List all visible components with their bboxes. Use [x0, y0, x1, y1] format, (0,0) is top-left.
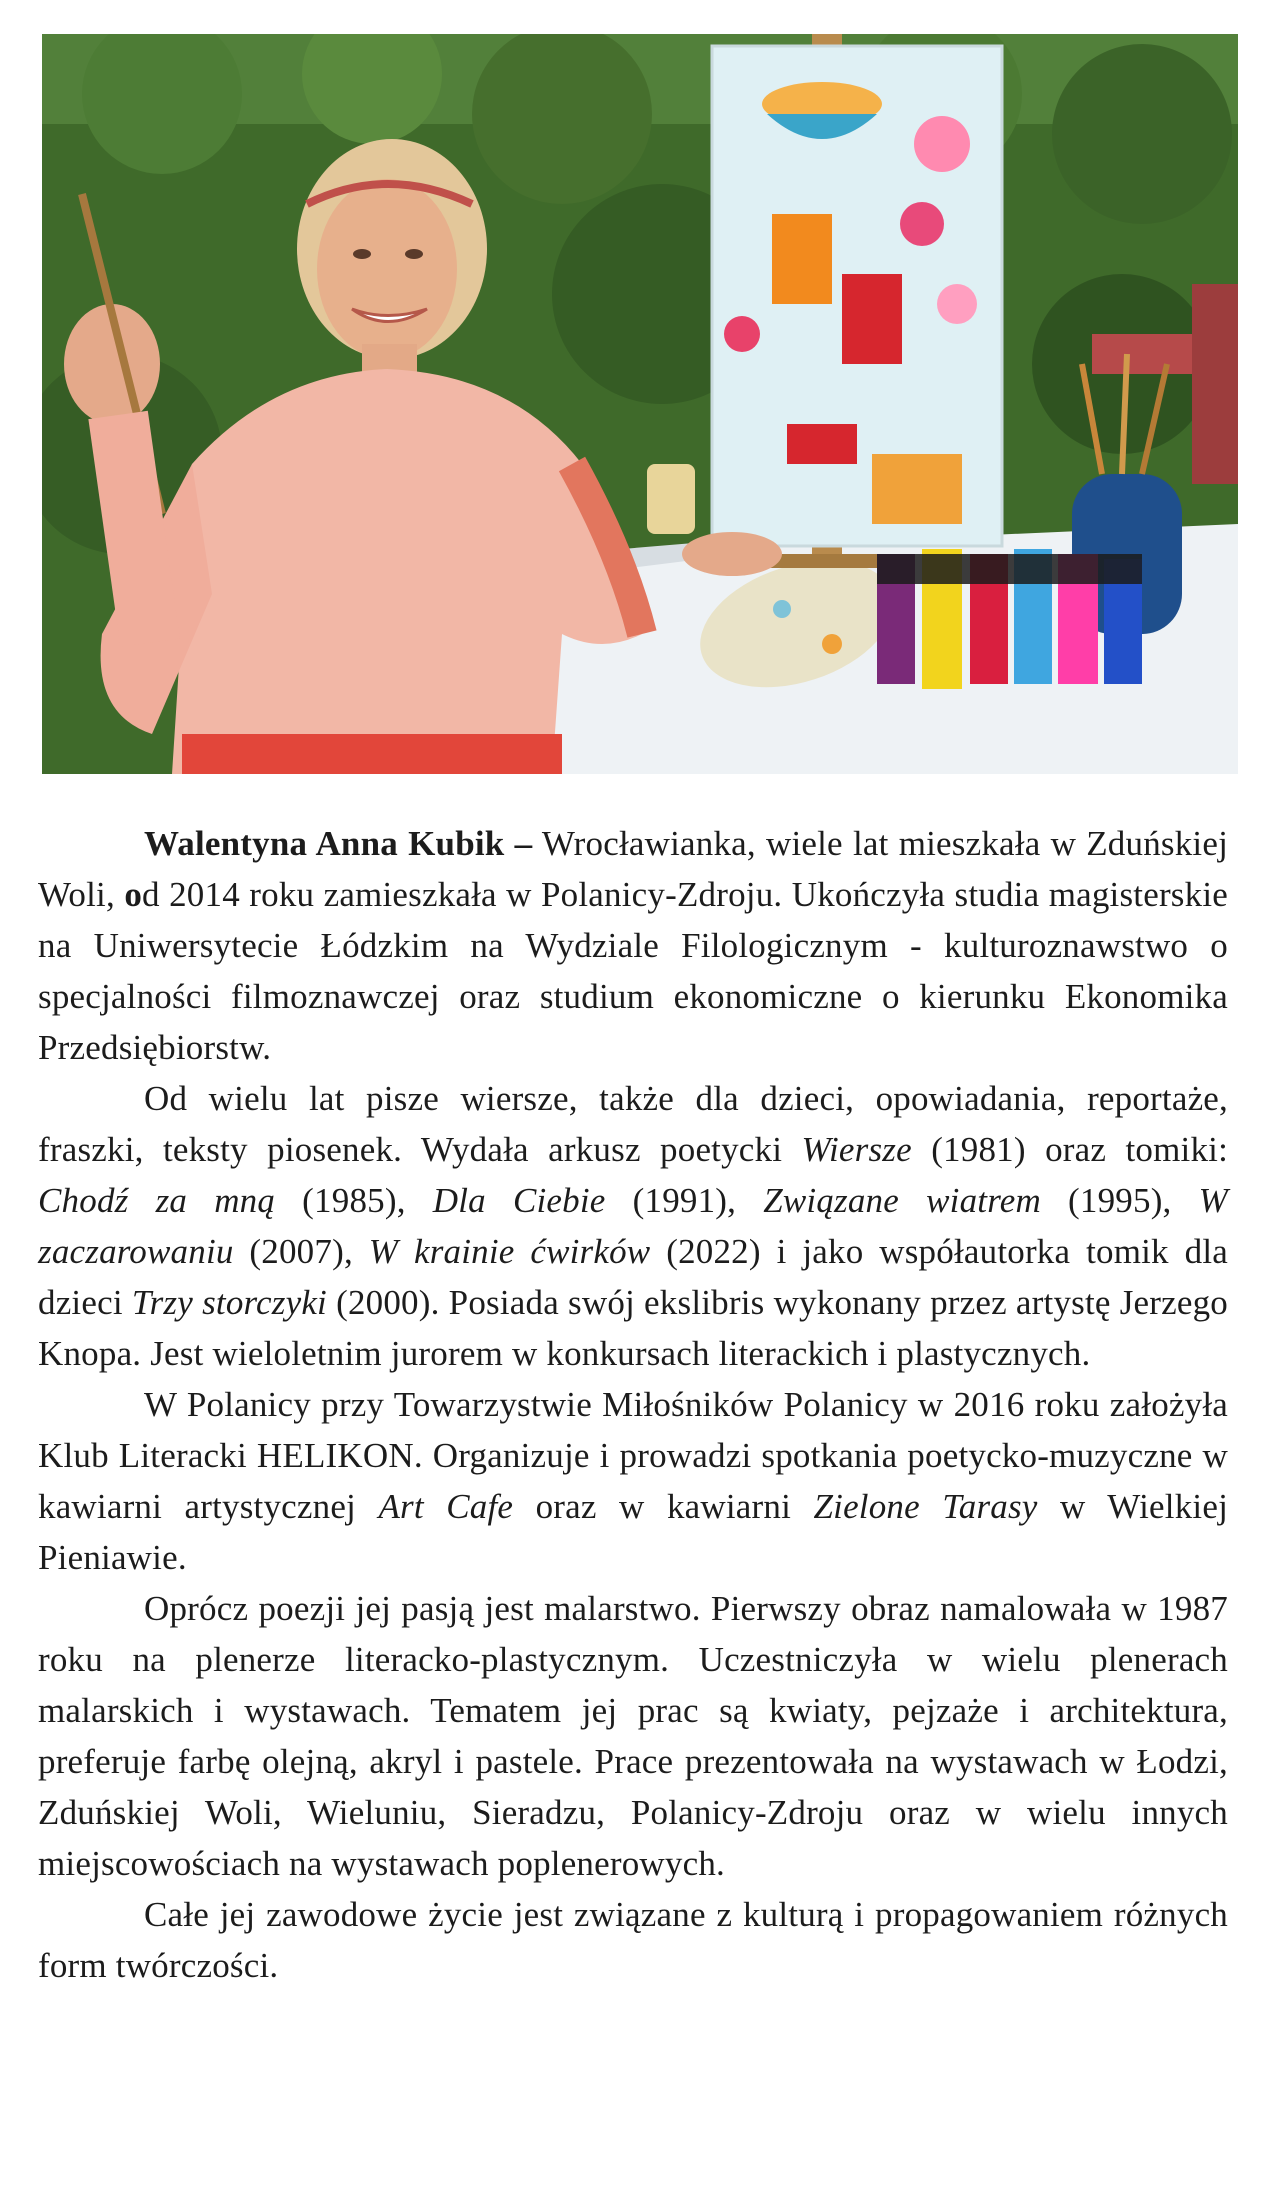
book-title: Związane wiatrem [763, 1181, 1041, 1220]
bio-paragraph-5: Całe jej zawodowe życie jest związane z kulturą i propagowaniem różnych form twórczości. [38, 1895, 1228, 1985]
book-title: W zaczarowaniu [38, 1181, 1228, 1271]
book-title: Wiersze [801, 1130, 912, 1169]
book-title: Trzy storczyki [131, 1283, 327, 1322]
book-title: Dla Ciebie [432, 1181, 606, 1220]
book-title: Chodź za mną [38, 1181, 276, 1220]
biography-text [38, 818, 1228, 1991]
portrait-photo [42, 34, 1238, 774]
book-title: W krainie ćwirków [368, 1232, 651, 1271]
bio-paragraph-2: Od wielu lat pisze wiersze, także dla dzieci, opowiadania, reportaże, fraszki, teksty piosenek. Wydała arkusz poetycki Wiersze (1981) oraz tomiki: Chodź za mną (1985), Dla Ciebie (1991), Związane wiatrem (1995), W zaczarowaniu (2007), W krainie ćwirków (2022) i jako współautorka tomik dla dzieci Trzy storczyki (2000). Posiada swój ekslibris wykonany przez artystę Jerzego Knopa. Jest wieloletnim jurorem w konkursach literackich i plastycznych. [38, 1079, 1229, 1373]
venue-name: Zielone Tarasy [813, 1487, 1038, 1526]
author-name: Walentyna Anna Kubik – [144, 824, 533, 863]
bio-paragraph-4: Oprócz poezji jej pasją jest malarstwo. Pierwszy obraz namalowała w 1987 roku na plenerze literacko-plastycznym. Uczestniczyła w wielu plenerach malarskich i wystawach. Tematem jej prac są kwiaty, pejzaże i architektura, preferuje farbę olejną, akryl i pastele. Prace prezentowała na wystawach w Łodzi, Zduńskiej Woli, Wieluniu, Sieradzu, Polanicy-Zdroju oraz w wielu innych miejscowościach na wystawach poplenerowych. [38, 1589, 1228, 1883]
bio-paragraph-1: Walentyna Anna Kubik – Wrocławianka, wiele lat mieszkała w Zduńskiej Woli, od 2014 roku zamieszkała w Polanicy-Zdroju. Ukończyła studia magisterskie na Uniwersytecie Łódzkim na Wydziale Filologicznym - kulturoznawstwo o specjalności filmoznawczej oraz studium ekonomiczne o kierunku Ekonomika Przedsiębiorstw. [38, 824, 1228, 1067]
venue-name: Art Cafe [378, 1487, 514, 1526]
painter-illustration [42, 34, 1238, 774]
bio-paragraph-3: W Polanicy przy Towarzystwie Miłośników Polanicy w 2016 roku założyła Klub Literacki HELIKON. Organizuje i prowadzi spotkania poetycko-muzyczne w kawiarni artystycznej Art Cafe oraz w kawiarni Zielone Tarasy w Wielkiej Pieniawie. [38, 1385, 1228, 1577]
